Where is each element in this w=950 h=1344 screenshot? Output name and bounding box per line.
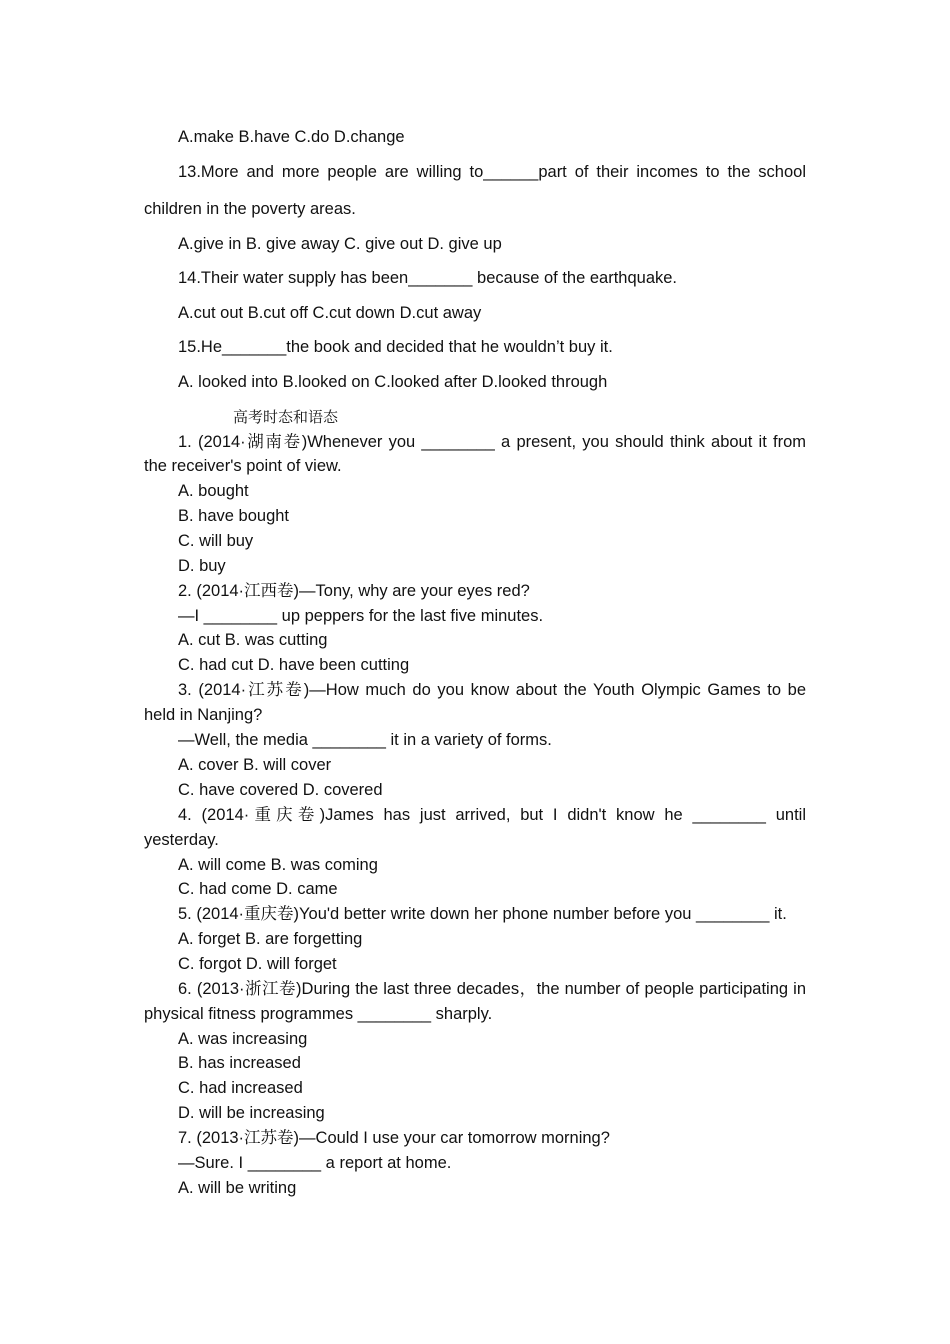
q1-option-b: B. have bought — [178, 507, 290, 525]
q1-stem-line2: the receiver's point of view. — [144, 457, 342, 475]
q4-options-ab: A. will come B. was coming — [178, 856, 378, 874]
q1-option-a: A. bought — [178, 482, 249, 500]
q14-options: A.cut out B.cut off C.cut down D.cut away — [178, 304, 482, 322]
q4-stem-line2: yesterday. — [144, 831, 219, 849]
q2-options-cd: C. had cut D. have been cutting — [178, 656, 410, 674]
q6-option-b: B. has increased — [178, 1054, 301, 1072]
q2-stem-line2: —I ________ up peppers for the last five minutes. — [178, 607, 544, 625]
q6-stem-line2: physical fitness programmes ________ sharply. — [144, 1005, 493, 1023]
q15-options: A. looked into B.looked on C.looked after D.looked through — [178, 373, 608, 391]
q14-stem: 14.Their water supply has been_______ because of the earthquake. — [178, 269, 678, 287]
q5-options-cd: C. forgot D. will forget — [178, 955, 337, 973]
q1-option-d: D. buy — [178, 557, 226, 575]
q6-stem-line1: 6. (2013·浙江卷)During the last three decades，the number of people participating in — [178, 980, 806, 998]
q3-options-cd: C. have covered D. covered — [178, 781, 383, 799]
q1-stem-line1: 1. (2014·湖南卷)Whenever you ________ a present, you should think about it from — [178, 433, 806, 451]
q3-options-ab: A. cover B. will cover — [178, 756, 332, 774]
q13-options: A.give in B. give away C. give out D. give up — [178, 235, 502, 253]
section-title: 高考时态和语态 — [233, 408, 339, 426]
q7-stem-line1: 7. (2013·江苏卷)—Could I use your car tomorrow morning? — [178, 1129, 610, 1147]
q3-stem-line3: —Well, the media ________ it in a variety of forms. — [178, 731, 552, 749]
q3-stem-line1: 3. (2014·江苏卷)—How much do you know about the Youth Olympic Games to be — [178, 681, 806, 699]
q12-options: A.make B.have C.do D.change — [178, 128, 405, 146]
q3-stem-line2: held in Nanjing? — [144, 706, 263, 724]
q4-stem-line1: 4. (2014·重庆卷)James has just arrived, but I didn't know he ________ until — [178, 806, 806, 824]
q6-option-d: D. will be increasing — [178, 1104, 325, 1122]
q1-option-c: C. will buy — [178, 532, 254, 550]
q15-stem: 15.He_______the book and decided that he wouldn’t buy it. — [178, 338, 613, 356]
q7-option-a: A. will be writing — [178, 1179, 297, 1197]
q2-stem-line1: 2. (2014·江西卷)—Tony, why are your eyes red? — [178, 582, 530, 600]
q5-options-ab: A. forget B. are forgetting — [178, 930, 363, 948]
q6-option-c: C. had increased — [178, 1079, 303, 1097]
q13-stem-line1: 13.More and more people are willing to______part of their incomes to the school — [178, 163, 806, 181]
q2-options-ab: A. cut B. was cutting — [178, 631, 328, 649]
q4-options-cd: C. had come D. came — [178, 880, 338, 898]
q6-option-a: A. was increasing — [178, 1030, 308, 1048]
q5-stem-line1: 5. (2014·重庆卷)You'd better write down her phone number before you ________ it. — [178, 905, 787, 923]
q7-stem-line2: —Sure. I ________ a report at home. — [178, 1154, 452, 1172]
q13-stem-line2: children in the poverty areas. — [144, 200, 356, 218]
